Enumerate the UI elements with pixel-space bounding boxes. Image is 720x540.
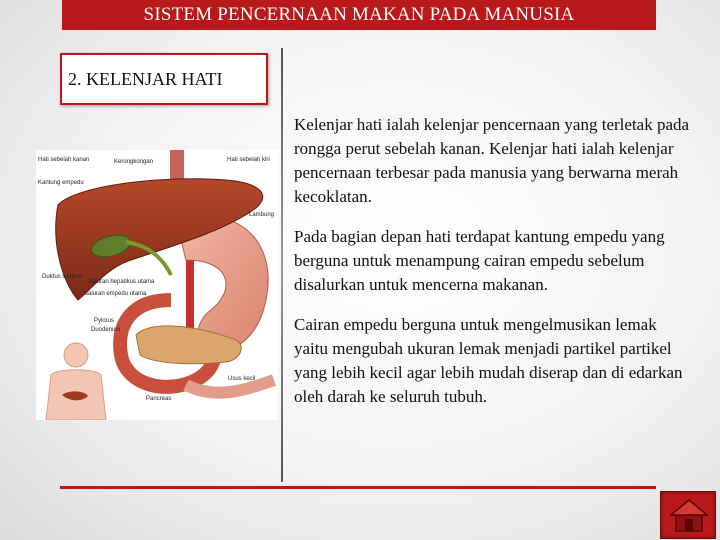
label-common-bile-duct: Saluran empedu utama [84, 291, 147, 297]
bottom-divider [60, 486, 656, 489]
vertical-divider [281, 48, 283, 482]
label-esophagus: Kerongkongan [114, 159, 154, 165]
label-liver-right: Hati sebelah kanan [38, 157, 90, 163]
body-silhouette [46, 343, 106, 420]
paragraph-3: Cairan empedu berguna untuk mengelmusikan lemak yaitu mengubah ukuran lemak menjadi partikel partikel yang lebih kecil agar lebih mudah diserap dan di edarkan oleh darah ke seluruh tubuh. [294, 315, 683, 406]
label-pancreas: Pancreas [146, 396, 172, 402]
label-stomach: Lambung [249, 212, 275, 218]
section-heading: 2. KELENJAR HATI [68, 68, 223, 89]
content-text [294, 113, 694, 425]
paragraph-2: Pada bagian depan hati terdapat kantung empedu yang berguna untuk menampung cairan empedu sebelum disalurkan untuk mencerna makanan. [294, 227, 665, 294]
label-liver-left: Hati sebelah kiri [227, 157, 270, 163]
digestive-illustration [36, 150, 278, 420]
paragraph-1: Kelenjar hati ialah kelenjar pencernaan yang terletak pada rongga perut sebelah kanan. Kelenjar hati ialah kelenjar pencernaan terbesar pada manusia yang berwarna merah kecoklatan. [294, 115, 690, 206]
slide-title: SISTEM PENCERNAAN MAKAN PADA MANUSIA [62, 0, 656, 30]
label-small-intestine: Usus kecil [228, 376, 256, 382]
label-duodenum: Duodenum [91, 327, 121, 333]
label-bile-duct: Duktus sistikus [42, 274, 83, 280]
section-heading-box [60, 53, 268, 105]
label-gallbladder: Kantung empedu [38, 180, 84, 186]
label-pylorus: Pylorus [94, 318, 115, 324]
home-button[interactable] [660, 491, 716, 539]
home-icon [669, 497, 709, 533]
label-hepatic-duct: Saluran hepatikus utama [88, 279, 155, 285]
